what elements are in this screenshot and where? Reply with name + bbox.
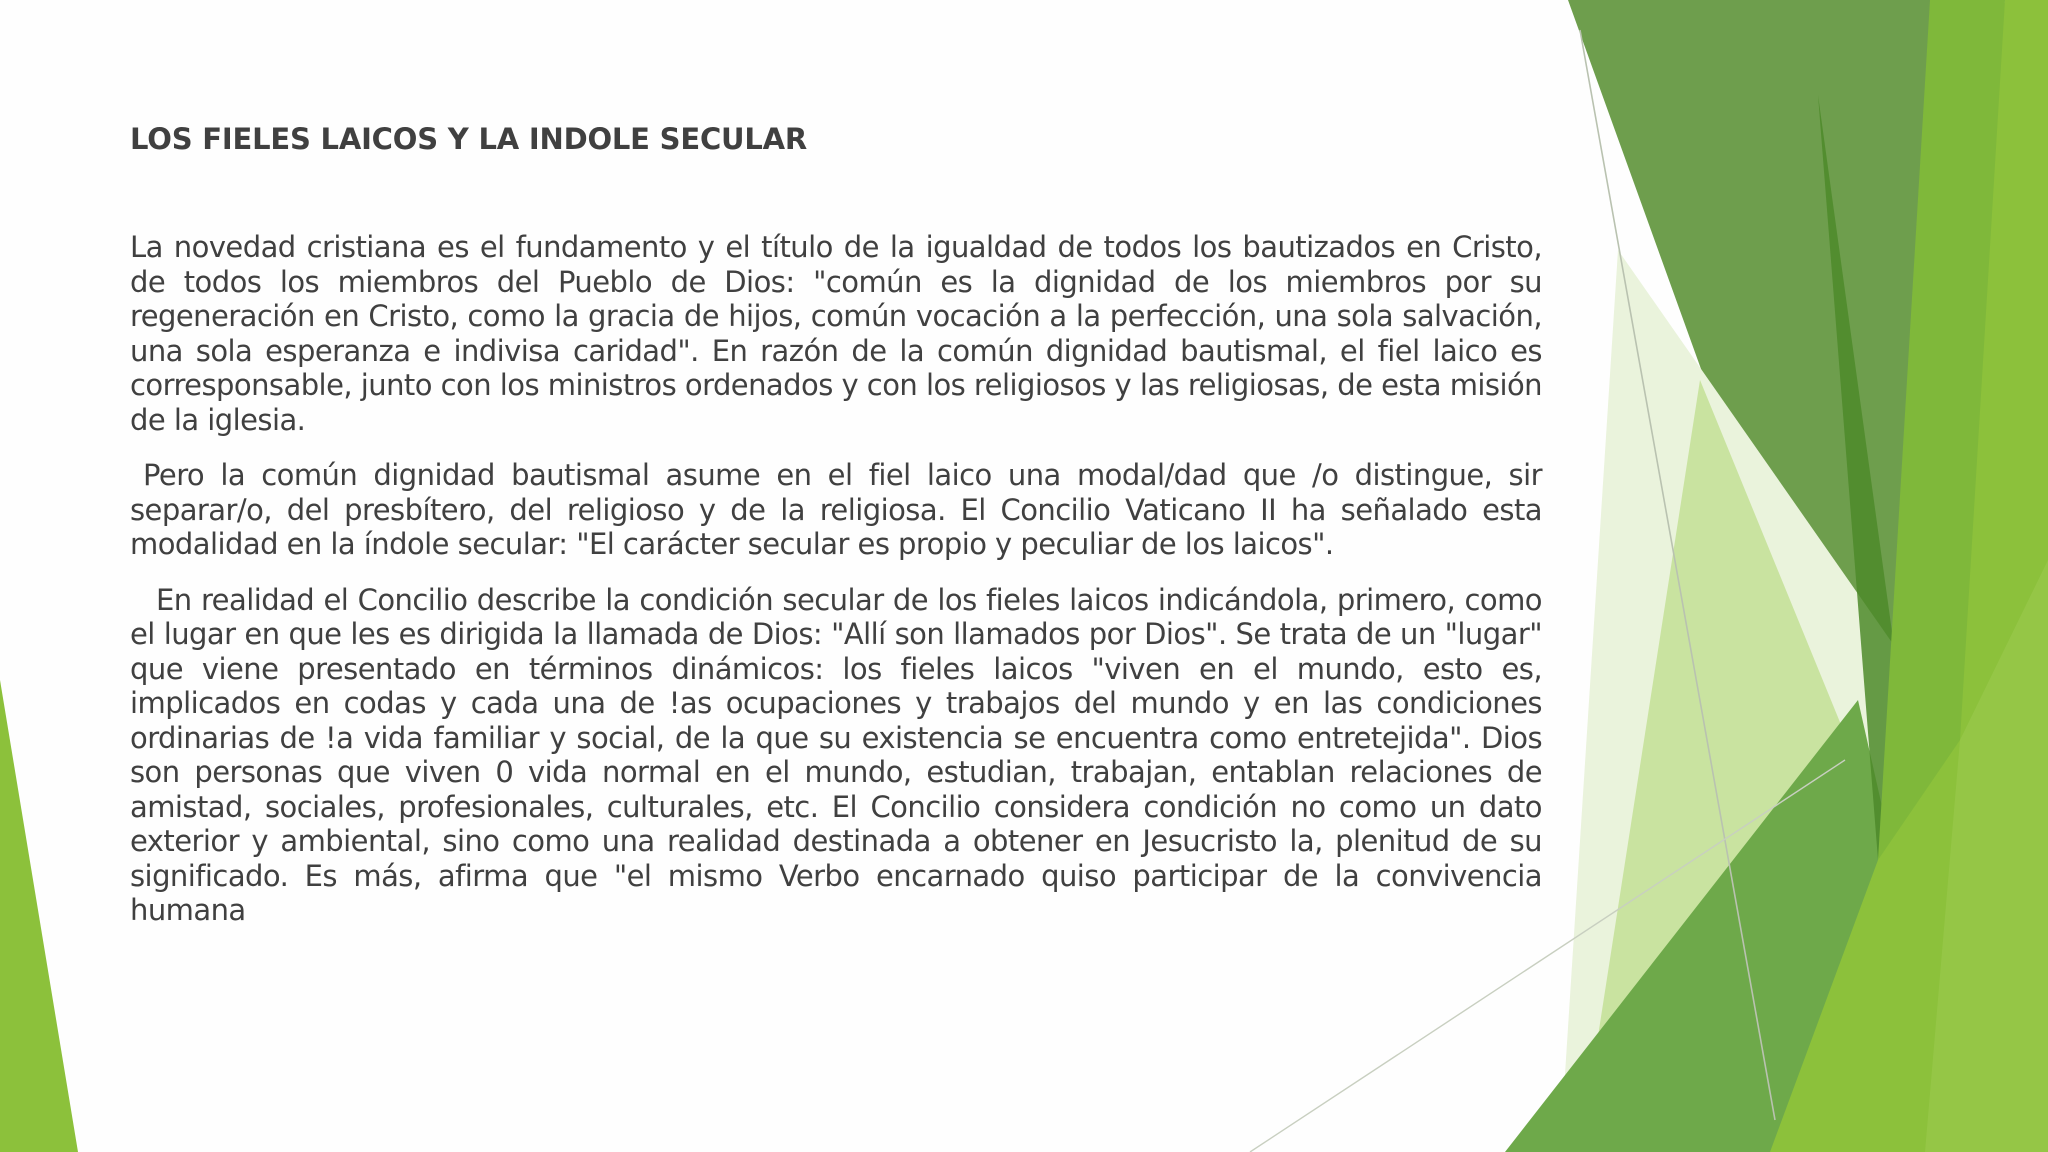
slide-content xyxy=(130,122,1542,949)
slide-title: LOS FIELES LAICOS Y LA INDOLE SECULAR xyxy=(130,122,808,156)
paragraph-2: Pero la común dignidad bautismal asume en el fiel laico una modal/dad que /o distingue, sir separar/o, del presbítero, del religioso y de la religiosa. El Concilio Vaticano II ha señalado esta modalidad en la índole secular: "El carácter secular es propio y peculiar de los laicos". xyxy=(130,458,1542,561)
left-green-sliver xyxy=(0,680,78,1152)
paragraph-3: En realidad el Concilio describe la condición secular de los fieles laicos indicándola, primero, como el lugar en que les es dirigida la llamada de Dios: "Allí son llamados por Dios". Se trata de un "lugar" que viene presentado en términos dinámicos: los fieles laicos "viven en el mundo, esto es, implicados en codas y cada una de !as ocupaciones y trabajos del mundo y en las condiciones ordinarias de !a vida familiar y social, de la que su existencia se encuentra como entretejida". Dios son personas que viven 0 vida normal en el mundo, estudian, trabajan, entablan relaciones de amistad, sociales, profesionales, culturales, etc. El Concilio considera condición no como un dato exterior y ambiental, sino como una realidad destinada a obtener en Jesucristo la, plenitud de su significado. Es más, afirma que "el mismo Verbo encarnado quiso participar de la convivencia humana xyxy=(130,582,1542,927)
paragraph-1: La novedad cristiana es el fundamento y el título de la igualdad de todos los bautizados en Cristo, de todos los miembros del Pueblo de Dios: "común es la dignidad de los miembros por su regeneración en Cristo, como la gracia de hijos, común vocación a la perfección, una sola salvación, una sola esperanza e indivisa caridad". En razón de la común dignidad bautismal, el fiel laico es corresponsable, junto con los ministros ordenados y con los religiosos y las religiosas, de esta misión de la iglesia. xyxy=(130,230,1542,437)
